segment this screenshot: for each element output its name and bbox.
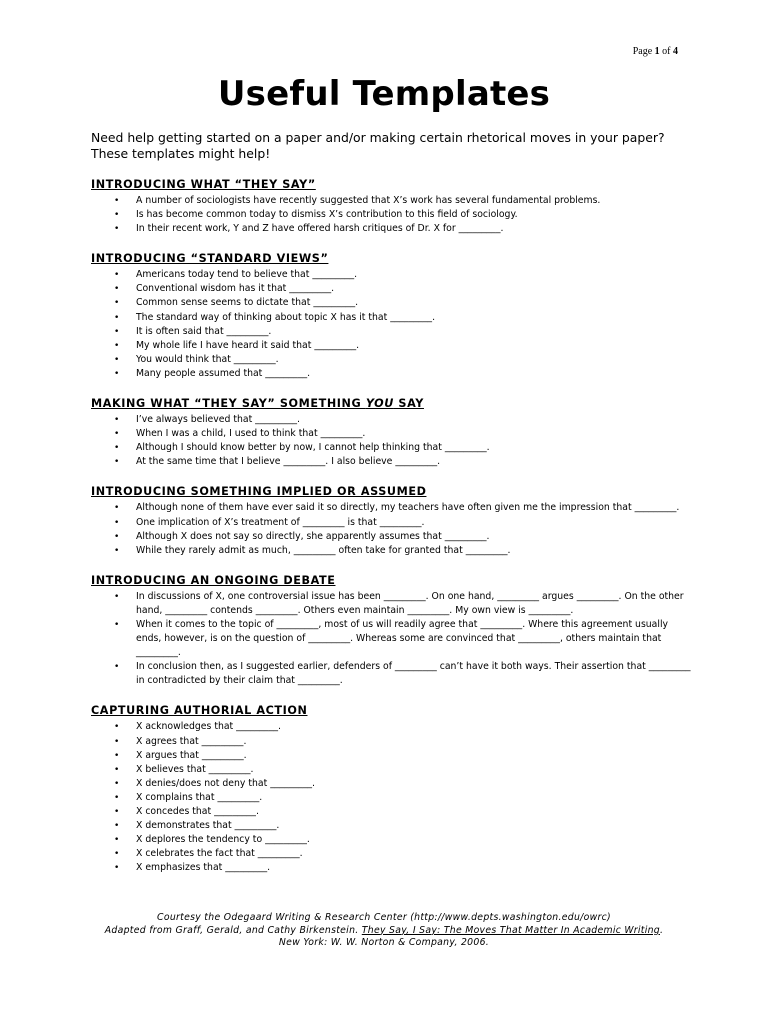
bullet-icon: • (114, 807, 120, 817)
item-text: One implication of X’s treatment of _________ is that _________. (136, 516, 425, 528)
bullet-icon: • (114, 210, 120, 221)
list-item (91, 777, 691, 791)
list-item (91, 194, 691, 208)
list-item (91, 847, 691, 861)
list-item (91, 660, 691, 688)
list-item (91, 268, 691, 282)
page-total: 4 (673, 46, 678, 57)
list-item (91, 339, 691, 353)
list-item (91, 427, 691, 441)
section-standard-views (91, 252, 691, 381)
bullet-icon: • (114, 517, 120, 528)
intro-paragraph: Need help getting started on a paper and/or making certain rhetorical moves in your paper? These templates might help! (91, 130, 665, 161)
item-text: At the same time that I believe _________. I also believe _________. (136, 456, 441, 468)
bullet-icon: • (114, 764, 120, 775)
list-item (91, 353, 691, 367)
template-list (91, 720, 691, 875)
item-text: Although X does not say so directly, she apparently assumes that _________. (136, 530, 490, 542)
section-authorial-action (91, 704, 691, 875)
bullet-icon: • (114, 196, 120, 206)
item-text: You would think that _________. (136, 353, 279, 365)
list-item (91, 367, 691, 381)
page-current: 1 (654, 46, 660, 57)
item-text: When I was a child, I used to think that _________. (136, 428, 366, 440)
list-item (91, 861, 691, 875)
bullet-icon: • (114, 736, 120, 747)
item-text: It is often said that _________. (136, 325, 272, 337)
list-item (91, 222, 691, 236)
section-making-what-they-say-you-say (91, 397, 691, 469)
bullet-icon: • (114, 792, 120, 803)
bullet-icon: • (114, 429, 120, 440)
footer-publisher-line: New York: W. W. Norton & Company, 2006. (278, 937, 490, 949)
template-list (91, 268, 691, 381)
item-text: X complains that _________. (136, 791, 263, 803)
list-item (91, 311, 691, 325)
template-list (91, 194, 691, 236)
item-text: X believes that _________. (136, 763, 254, 775)
section-heading: INTRODUCING WHAT “THEY SAY” (91, 178, 316, 191)
heading-emphasis: YOU (365, 397, 394, 411)
list-item (91, 530, 691, 544)
bullet-icon: • (114, 224, 120, 235)
list-item (91, 763, 691, 777)
list-item (91, 749, 691, 763)
list-item (91, 501, 691, 515)
list-item (91, 413, 691, 427)
footer-adapted-suffix: . (660, 924, 664, 936)
footer-courtesy-line: Courtesy the Odegaard Writing & Research Center (http://www.depts.washington.edu/owrc) (157, 912, 611, 923)
item-text: X emphasizes that _________. (136, 862, 271, 874)
bullet-icon: • (114, 619, 120, 630)
list-item (91, 441, 691, 455)
item-text: In conclusion then, as I suggested earlier, defenders of _________ can’t have it both ways. Their assertion that _________ in contradicted by their claim that _________. (136, 661, 691, 687)
bullet-icon: • (114, 298, 120, 309)
section-heading: CAPTURING AUTHORIAL ACTION (91, 704, 308, 718)
item-text: While they rarely admit as much, _________ often take for granted that _________. (136, 544, 511, 556)
heading-text-start: MAKING WHAT “THEY SAY” SOMETHING (91, 397, 366, 411)
list-item (91, 791, 691, 805)
bullet-icon: • (114, 503, 120, 514)
bullet-icon: • (114, 531, 120, 542)
section-heading (91, 397, 691, 411)
item-text: X celebrates the fact that _________. (136, 848, 303, 860)
footer-adapted-prefix: Adapted from Graff, Gerald, and Cathy Birkenstein. (104, 924, 362, 936)
bullet-icon: • (114, 354, 120, 365)
footer-adapted-line (0, 925, 768, 938)
bullet-icon: • (114, 312, 120, 323)
item-text: X deplores the tendency to _________. (136, 834, 310, 846)
list-item (91, 455, 691, 469)
section-ongoing-debate (91, 574, 691, 689)
item-text: Although none of them have ever said it so directly, my teachers have often given me the impression that _________. (136, 502, 680, 514)
footer-credits (0, 912, 768, 950)
item-text: The standard way of thinking about topic X has it that _________. (136, 311, 436, 323)
page-of: of (662, 46, 671, 57)
bullet-icon: • (114, 821, 120, 832)
item-text: X acknowledges that _________. (136, 721, 281, 733)
bullet-icon: • (114, 340, 120, 351)
list-item (91, 833, 691, 847)
page-label: Page (632, 46, 653, 57)
item-text: X concedes that _________. (136, 806, 259, 817)
bullet-icon: • (114, 368, 120, 379)
bullet-icon: • (114, 835, 120, 846)
item-text: Americans today tend to believe that _________. (136, 269, 358, 281)
bullet-icon: • (114, 591, 120, 602)
template-list (91, 590, 691, 689)
item-text: My whole life I have heard it said that _________. (136, 339, 360, 351)
bullet-icon: • (114, 662, 120, 673)
list-item (91, 618, 691, 660)
document-title: Useful Templates (217, 74, 551, 114)
item-text: X agrees that _________. (136, 735, 247, 747)
list-item (91, 735, 691, 749)
bullet-icon: • (114, 722, 120, 733)
bullet-icon: • (114, 284, 120, 295)
section-implied-or-assumed (91, 485, 691, 557)
item-text: X demonstrates that _________. (136, 820, 280, 832)
item-text: In discussions of X, one controversial issue has been _________. On one hand, _________ argues _________. On the other hand, _________ contends _________. Others even maintain _________. My own view is _________. (136, 590, 684, 616)
template-list (91, 501, 691, 557)
bullet-icon: • (114, 863, 120, 874)
list-item (91, 516, 691, 530)
section-heading: INTRODUCING SOMETHING IMPLIED OR ASSUMED (91, 485, 427, 499)
item-text: X argues that _________. (136, 749, 247, 761)
item-text: A number of sociologists have recently suggested that X’s work has several fundamental problems. (136, 195, 601, 206)
item-text: Conventional wisdom has it that _________. (136, 283, 335, 295)
bullet-icon: • (114, 750, 120, 761)
item-text: Common sense seems to dictate that _________. (136, 297, 359, 309)
item-text: Is has become common today to dismiss X’s contribution to this field of sociology. (136, 209, 518, 221)
template-list (91, 413, 691, 469)
list-item (91, 325, 691, 339)
list-item (91, 720, 691, 734)
list-item (91, 805, 691, 819)
item-text: X denies/does not deny that _________. (136, 777, 316, 789)
bullet-icon: • (114, 270, 120, 281)
bullet-icon: • (114, 849, 120, 860)
heading-text-end: SAY (393, 397, 424, 411)
bullet-icon: • (114, 443, 120, 454)
list-item (91, 282, 691, 296)
bullet-icon: • (114, 457, 120, 468)
list-item (91, 819, 691, 833)
item-text: Although I should know better by now, I cannot help thinking that _________. (136, 442, 490, 454)
list-item (91, 296, 691, 310)
item-text: I’ve always believed that _________. (136, 414, 300, 426)
template-sections (91, 178, 691, 891)
list-item (91, 590, 691, 618)
item-text: Many people assumed that _________. (136, 367, 311, 379)
list-item (91, 544, 691, 558)
bullet-icon: • (114, 326, 120, 337)
list-item (91, 208, 691, 222)
item-text: In their recent work, Y and Z have offered harsh critiques of Dr. X for _________. (136, 223, 504, 235)
footer-book-title: They Say, I Say: The Moves That Matter In Academic Writing (361, 924, 660, 936)
section-introducing-what-they-say (91, 178, 691, 236)
bullet-icon: • (114, 415, 120, 426)
section-heading: INTRODUCING AN ONGOING DEBATE (91, 573, 336, 587)
page-number (633, 46, 678, 57)
section-heading: INTRODUCING “STANDARD VIEWS” (91, 252, 329, 266)
bullet-icon: • (114, 778, 120, 789)
item-text: When it comes to the topic of _________, most of us will readily agree that _________. Where this agreement usually ends, however, is on the question of _________. Whereas some are convinced that _________, others maintain that _________. (136, 618, 669, 659)
bullet-icon: • (114, 545, 120, 556)
